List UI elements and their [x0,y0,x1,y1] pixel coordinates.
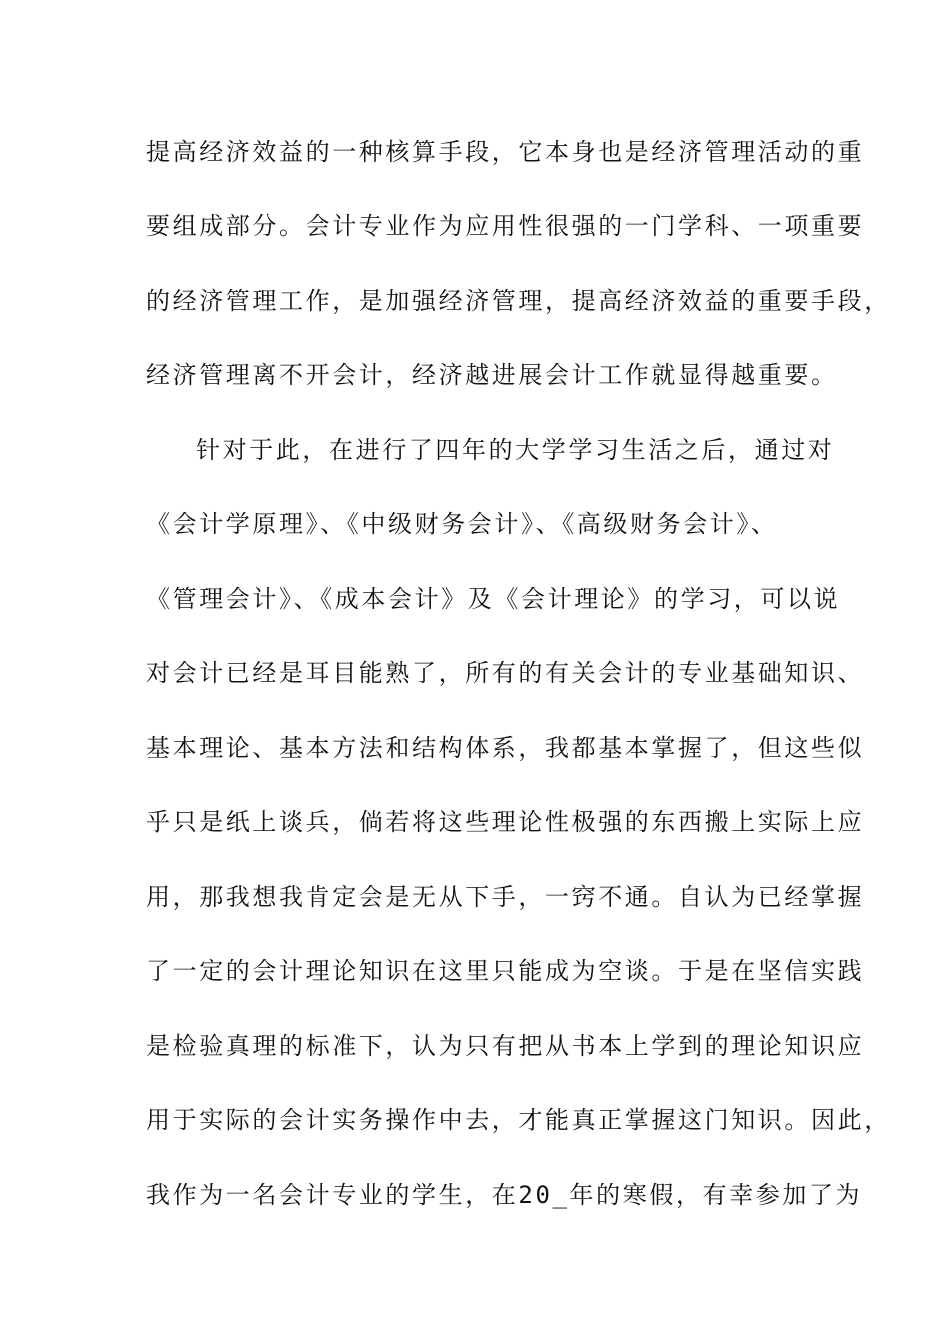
paragraph-start-line: 针对于此，在进行了四年的大学学习生活之后，通过对 [196,436,835,464]
text-line-6: 《会计学原理》、《中级财务会计》、《高级财务会计》、 [146,510,778,538]
text-line-2: 要组成部分。会计专业作为应用性很强的一门学科、一项重要 [146,212,865,240]
text-line-8: 对会计已经是耳目能熟了，所有的有关会计的专业基础知识、 [146,659,865,687]
text-line-7: 《管理会计》、《成本会计》及《会计理论》的学习，可以说 [146,585,841,613]
text-line-10: 乎只是纸上谈兵，倘若将这些理论性极强的东西搬上实际上应 [146,808,865,836]
text-line-12: 了一定的会计理论知识在这里只能成为空谈。于是在坚信实践 [146,957,865,985]
text-line-3: 的经济管理工作，是加强经济管理，提高经济效益的重要手段， [146,287,891,315]
text-line-4: 经济管理离不开会计，经济越进展会计工作就显得越重要。 [146,361,838,389]
text-line-11: 用，那我想我肯定会是无从下手，一窍不通。自认为已经掌握 [146,883,865,911]
text-line-13: 是检验真理的标准下，认为只有把从书本上学到的理论知识应 [146,1032,865,1060]
text-line-15: 我作为一名会计专业的学生，在20_年的寒假，有幸参加了为 [146,1181,863,1209]
text-line-14: 用于实际的会计实务操作中去，才能真正掌握这门知识。因此， [146,1106,891,1134]
text-line-9: 基本理论、基本方法和结构体系，我都基本掌握了，但这些似 [146,734,865,762]
text-line-1: 提高经济效益的一种核算手段，它本身也是经济管理活动的重 [146,138,865,166]
